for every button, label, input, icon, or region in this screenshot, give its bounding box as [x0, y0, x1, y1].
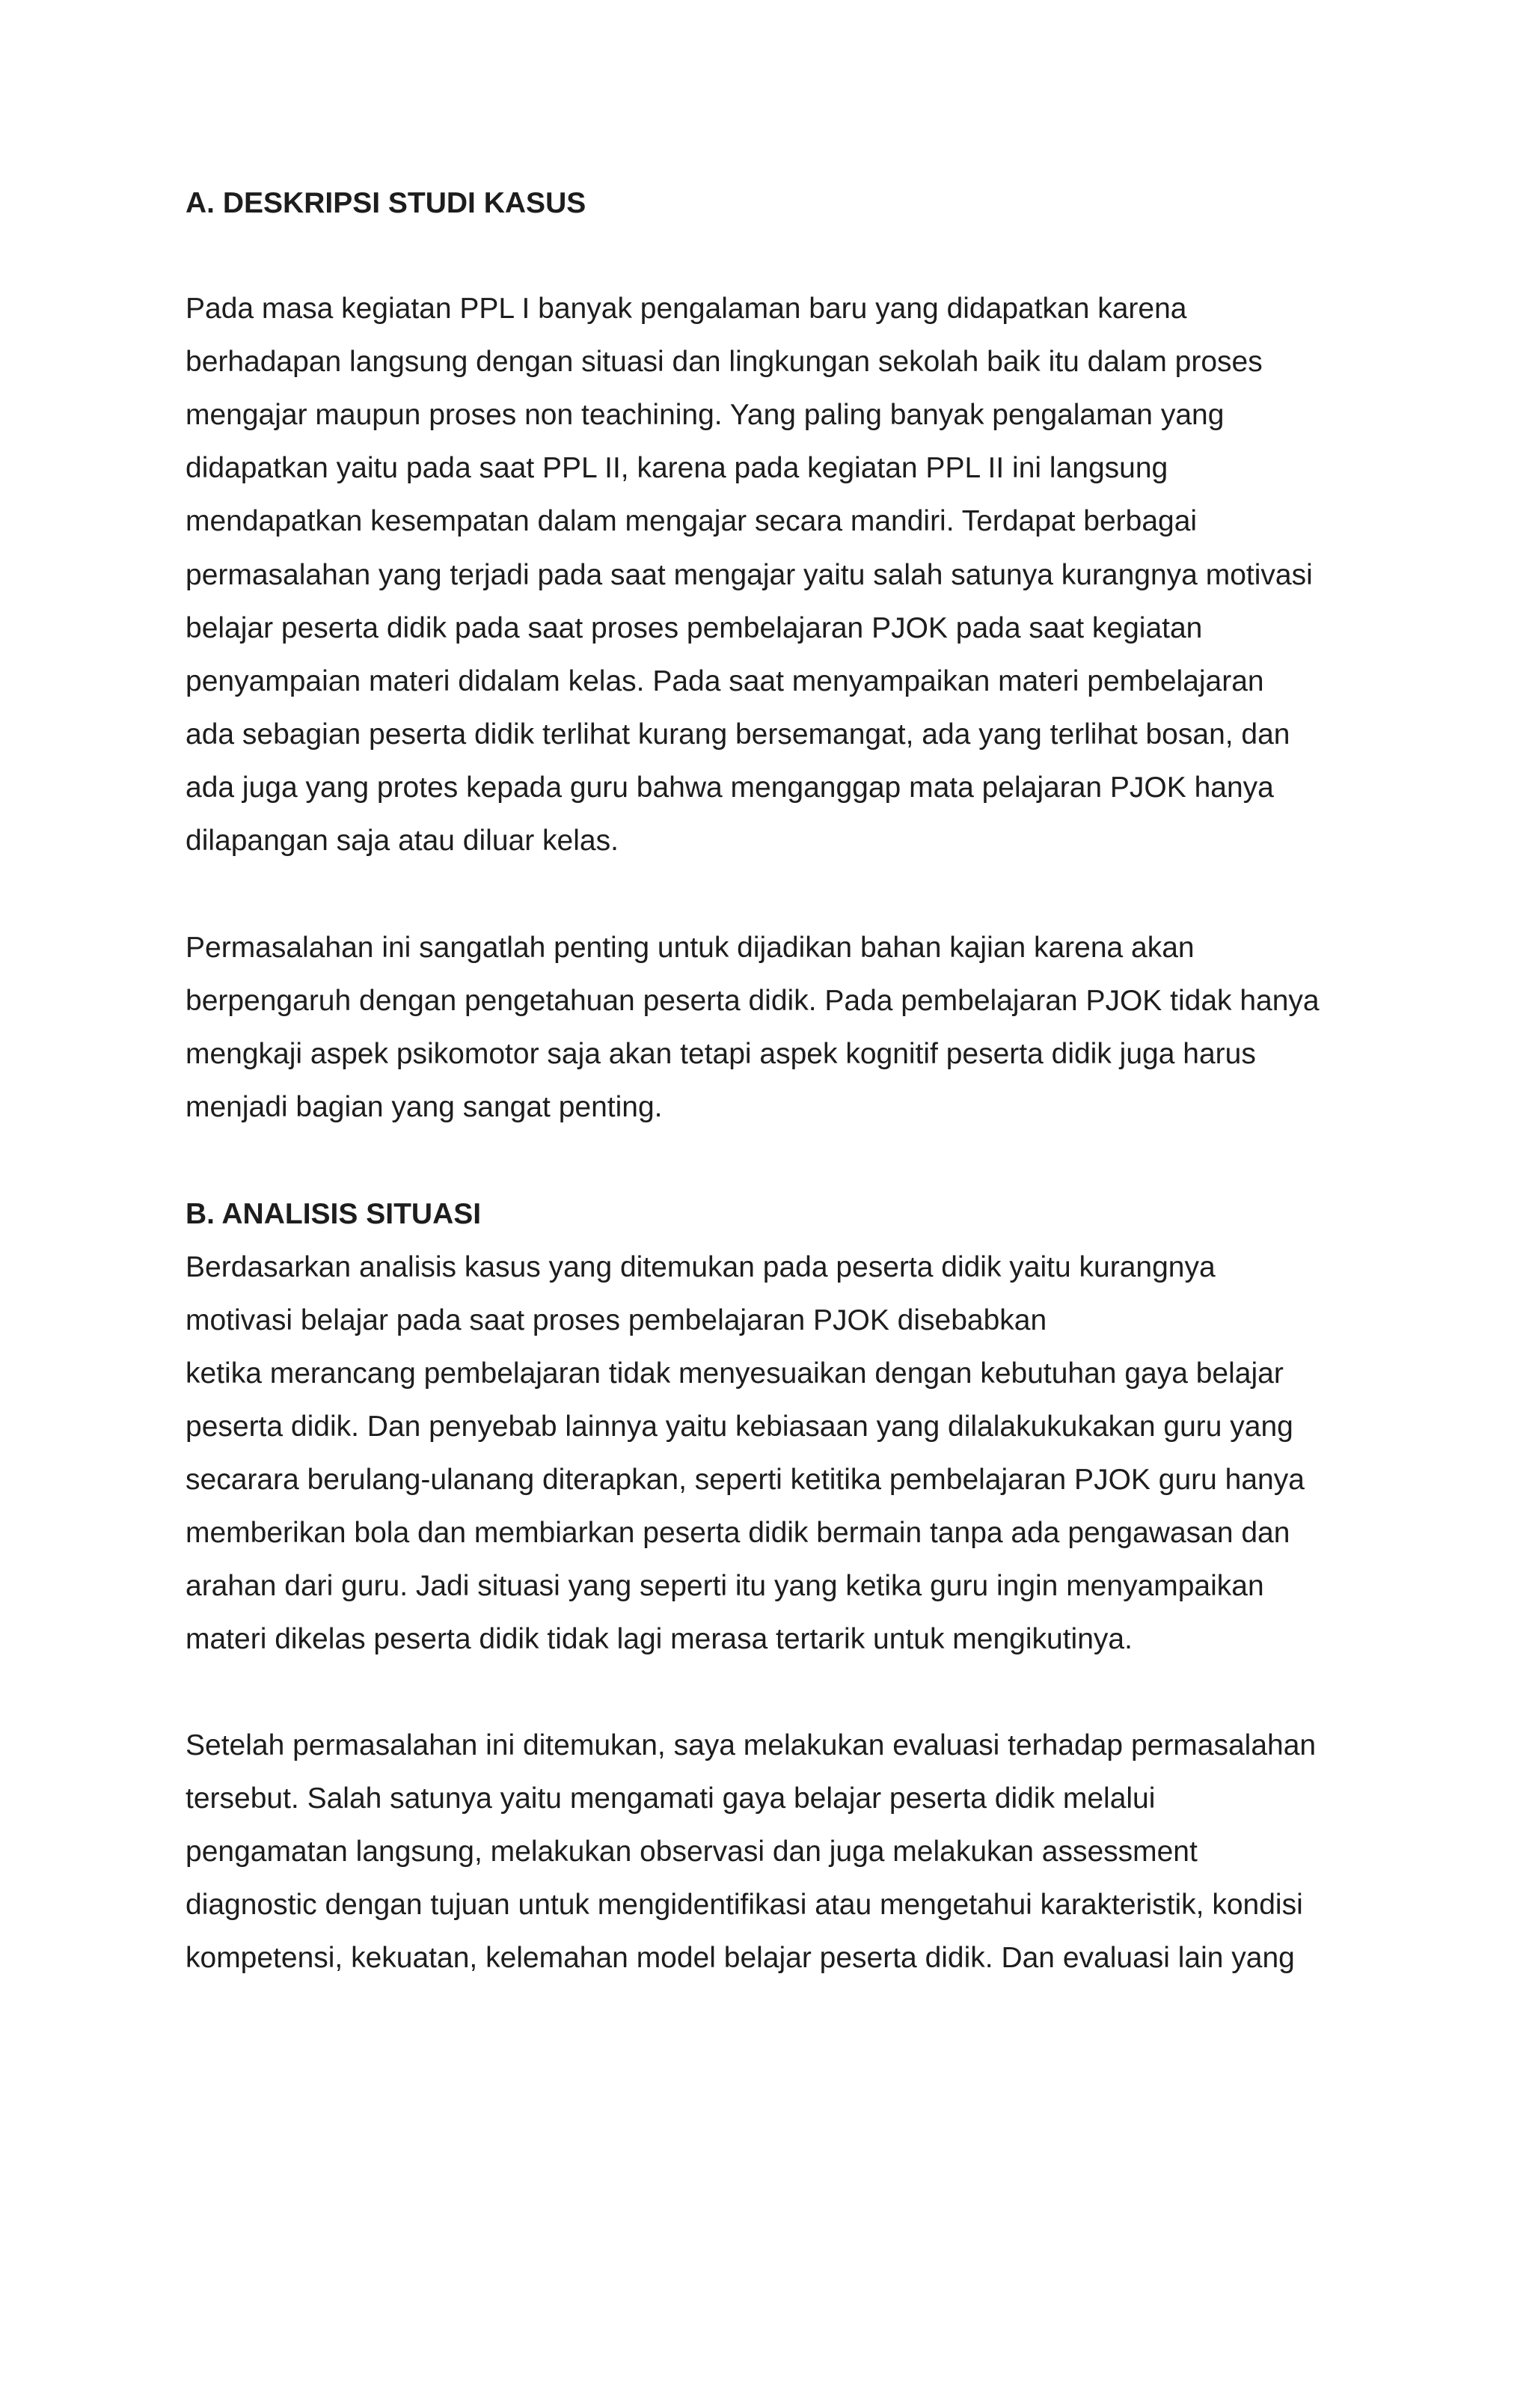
section-a-heading: A. DESKRIPSI STUDI KASUS [186, 187, 586, 219]
paragraph-line: kompetensi, kekuatan, kelemahan model belajar peserta didik. Dan evaluasi lain yang [186, 1942, 1295, 1974]
paragraph-line: secarara berulang-ulanang diterapkan, seperti ketitika pembelajaran PJOK guru hanya [186, 1464, 1305, 1496]
paragraph-line: peserta didik. Dan penyebab lainnya yaitu kebiasaan yang dilalakukukakan guru yang [186, 1411, 1293, 1443]
paragraph-line: didapatkan yaitu pada saat PPL II, karena pada kegiatan PPL II ini langsung [186, 452, 1168, 484]
paragraph-line: motivasi belajar pada saat proses pembelajaran PJOK disebabkan [186, 1304, 1047, 1336]
paragraph-line: Setelah permasalahan ini ditemukan, saya melakukan evaluasi terhadap permasalahan [186, 1729, 1317, 1761]
paragraph-line: permasalahan yang terjadi pada saat mengajar yaitu salah satunya kurangnya motivasi [186, 559, 1313, 591]
paragraph-line: ada juga yang protes kepada guru bahwa menganggap mata pelajaran PJOK hanya [186, 771, 1274, 804]
paragraph-line: tersebut. Salah satunya yaitu mengamati gaya belajar peserta didik melalui [186, 1782, 1156, 1815]
paragraph-line: belajar peserta didik pada saat proses pembelajaran PJOK pada saat kegiatan [186, 612, 1203, 644]
paragraph-line: berhadapan langsung dengan situasi dan lingkungan sekolah baik itu dalam proses [186, 346, 1263, 378]
paragraph-line: penyampaian materi didalam kelas. Pada saat menyampaikan materi pembelajaran [186, 665, 1264, 697]
paragraph-line: ada sebagian peserta didik terlihat kurang bersemangat, ada yang terlihat bosan, dan [186, 718, 1290, 751]
paragraph-line: diagnostic dengan tujuan untuk mengidentifikasi atau mengetahui karakteristik, kondisi [186, 1889, 1303, 1921]
paragraph-line: arahan dari guru. Jadi situasi yang seperti itu yang ketika guru ingin menyampaikan [186, 1570, 1264, 1602]
paragraph-line: menjadi bagian yang sangat penting. [186, 1091, 663, 1123]
paragraph-line: mendapatkan kesempatan dalam mengajar secara mandiri. Terdapat berbagai [186, 505, 1198, 537]
paragraph-line: Pada masa kegiatan PPL I banyak pengalaman baru yang didapatkan karena [186, 293, 1187, 325]
paragraph-line: ketika merancang pembelajaran tidak menyesuaikan dengan kebutuhan gaya belajar [186, 1357, 1284, 1390]
paragraph-line: materi dikelas peserta didik tidak lagi merasa tertarik untuk mengikutinya. [186, 1623, 1133, 1655]
paragraph-line: pengamatan langsung, melakukan observasi dan juga melakukan assessment [186, 1836, 1198, 1868]
paragraph-line: Permasalahan ini sangatlah penting untuk dijadikan bahan kajian karena akan [186, 932, 1195, 964]
paragraph-line: berpengaruh dengan pengetahuan peserta didik. Pada pembelajaran PJOK tidak hanya [186, 985, 1320, 1017]
paragraph-line: Berdasarkan analisis kasus yang ditemukan pada peserta didik yaitu kurangnya [186, 1251, 1216, 1283]
paragraph-line: mengajar maupun proses non teachining. Yang paling banyak pengalaman yang [186, 399, 1225, 431]
paragraph-line: mengkaji aspek psikomotor saja akan tetapi aspek kognitif peserta didik juga harus [186, 1038, 1256, 1070]
section-b-heading: B. ANALISIS SITUASI [186, 1198, 482, 1230]
paragraph-line: dilapangan saja atau diluar kelas. [186, 825, 619, 857]
paragraph-line: memberikan bola dan membiarkan peserta didik bermain tanpa ada pengawasan dan [186, 1517, 1290, 1549]
